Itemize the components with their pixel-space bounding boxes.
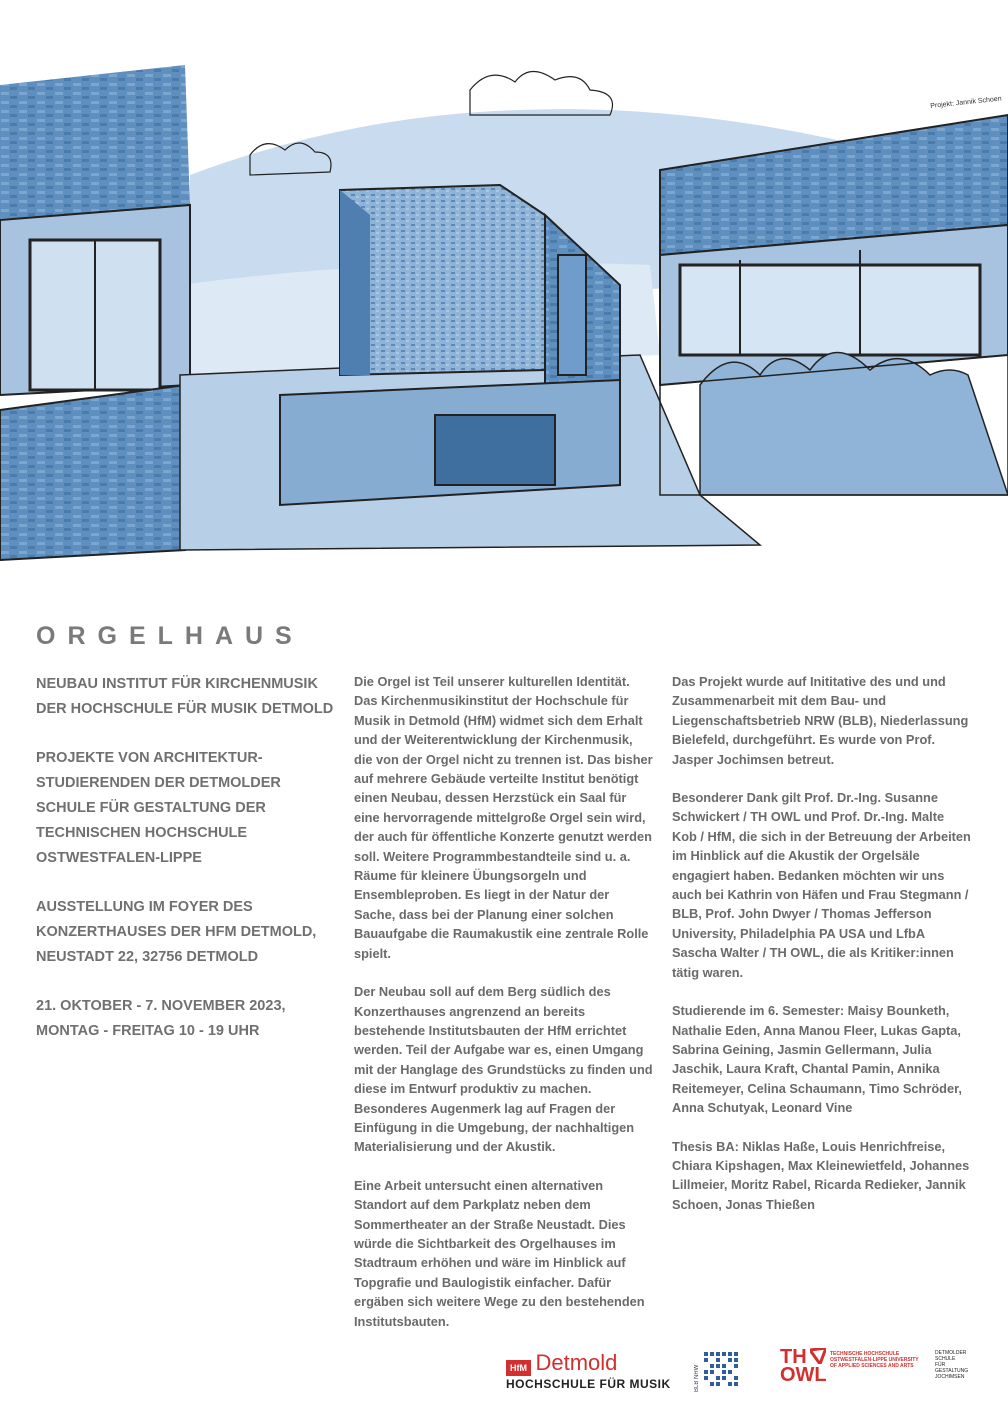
watercolor-sketch-icon [0, 55, 1008, 580]
exhibition-location: AUSSTELLUNG IM FOYER DES KONZERTHAUSES DER HFM DETMOLD, NEUSTADT 22, 32756 DETMOLD [36, 899, 317, 965]
th-owl-logo [780, 1346, 919, 1386]
th-owl-triangle-icon [810, 1348, 826, 1364]
projects-heading: PROJEKTE VON ARCHITEKTUR-STUDIERENDEN DER DETMOLDER SCHULE FÜR GESTALTUNG DER TECHNISCHEN HOCHSCHULE OSTWESTFALEN-LIPPE [36, 750, 281, 866]
blb-label: BLB NRW [694, 1364, 700, 1392]
event-info-column [36, 672, 336, 1068]
institute-heading: NEUBAU INSTITUT FÜR KIRCHENMUSIK DER HOCHSCHULE FÜR MUSIK DETMOLD [36, 676, 334, 717]
hfm-subtitle: HOCHSCHULE FÜR MUSIK [506, 1377, 671, 1391]
paragraph: Die Orgel ist Teil unserer kulturellen Identität. Das Kirchenmusikinstitut der Hochschule für Musik in Detmold (HfM) widmet sich dem Erhalt und der Weiterentwicklung der Kirchenmusik, die von der Orgel nicht zu trennen ist. Das bisher auf mehrere Gebäude verteilte Institut benötigt einen Neubau, dessen Herzstück ein Saal für eine hervorragende mittelgroße Orgel sein wird, der auch für öffentliche Konzerte genutzt werden soll. Weitere Programmbestandteile sind u. a. Räume für kleinere Übungsorgeln und Ensembleproben. Es liegt in der Natur der Sache, dass bei der Planung einer solchen Bauaufgabe die Raumakustik eine zentrale Rolle spielt. [354, 674, 653, 961]
page-title: ORGELHAUS [36, 622, 304, 650]
hfm-detmold-logo [506, 1350, 671, 1391]
students-list: Studierende im 6. Semester: Maisy Bounketh, Nathalie Eden, Anna Manou Fleer, Lukas Gapta, Sabrina Geining, Jasmin Gellermann, Julia Jaschik, Laura Kraft, Chantal Pamin, Annika Reitemeyer, Celina Schaumann, Timo Schröder, Anna Schutyak, Leonard Vine [672, 1003, 962, 1116]
th-owl-line2: OWL [780, 1364, 827, 1386]
hfm-name: Detmold [535, 1350, 618, 1375]
hfm-badge: HfM [506, 1360, 531, 1376]
description-column [354, 672, 654, 1350]
paragraph: Eine Arbeit untersucht einen alternativen Standort auf dem Parkplatz neben dem Sommertheater an der Straße Neustadt. Dies würde die Sichtbarkeit des Orgelhauses im Stadtraum erhöhen und wäre im Hinblick auf Topgrafie und Baulogistik einfacher. Dafür ergäben sich weitere Wege zu den bestehenden Institutsbauten. [354, 1177, 645, 1329]
paragraph: Das Projekt wurde auf Inititative des und und Zusammenarbeit mit dem Bau- und Liegenschaftsbetrieb NRW (BLB), Niederlassung Bielefeld, durchgeführt. Es wurde von Prof. Jasper Jochimsen betreut. [672, 674, 969, 767]
th-owl-line1: TH [780, 1346, 807, 1368]
credits-column [672, 672, 972, 1233]
dsg-logo: DETMOLDER SCHULE FÜR GESTALTUNG JOCHIMSEN [935, 1350, 969, 1380]
paragraph: Der Neubau soll auf dem Berg südlich des Konzerthauses angrenzend an bereits bestehende Institutsbauten der HfM errichtet werden. Teil der Aufgabe war es, einen Umgang mit der Hanglage des Grundstücks zu finden und diese im Entwurf produktiv zu machen. Besonderes Augenmerk lag auf Fragen der Einfügung in die Umgebung, der nachhaltigen Materialisierung und der Akustik. [354, 984, 653, 1155]
paragraph: Besonderer Dank gilt Prof. Dr.-Ing. Susanne Schwickert / TH OWL und Prof. Dr.-Ing. Malte Kob / HfM, die sich in der Betreuung der Arbeiten im Hinblick auf die Akustik der Orgelsäle engagiert haben. Bedanken möchten wir uns auch bei Kathrin von Häfen und Frau Stegmann / BLB, Prof. John Dwyer / Thomas Jefferson University, Philadelphia PA USA und LfbA Sascha Walter / TH OWL, die als Kritiker:innen tätig waren. [672, 790, 971, 980]
th-owl-fullname: TECHNISCHE HOCHSCHULE OSTWESTFALEN-LIPPE UNIVERSITY OF APPLIED SCIENCES AND ARTS [830, 1351, 919, 1369]
thesis-list: Thesis BA: Niklas Haße, Louis Henrichfreise, Chiara Kipshagen, Max Kleinewietfeld, Johannes Lillmeier, Moritz Rabel, Ricarda Redieker, Jannik Schoen, Jonas Thießen [672, 1138, 970, 1212]
project-credit: Projekt: Jannik Schoen [930, 95, 1002, 110]
architecture-illustration [0, 55, 1008, 580]
blb-grid-icon [704, 1352, 744, 1392]
exhibition-dates: 21. OKTOBER - 7. NOVEMBER 2023, MONTAG - FREITAG 10 - 19 UHR [36, 998, 286, 1039]
